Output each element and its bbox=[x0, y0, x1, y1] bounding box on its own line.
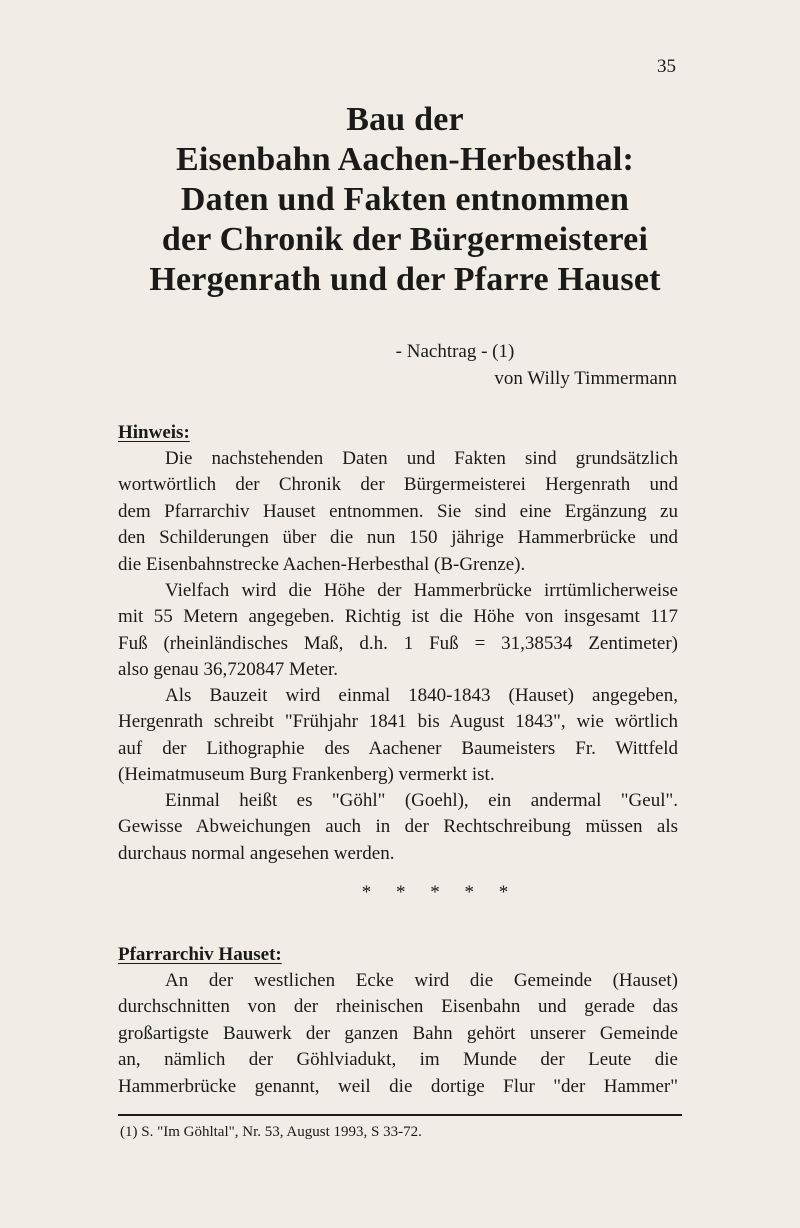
nachtrag-label: - Nachtrag - (1) bbox=[395, 341, 515, 362]
text-line: den Schilderungen über die nun 150 jährige Hammerbrücke und bbox=[118, 527, 678, 549]
author-byline: von Willy Timmermann bbox=[494, 368, 677, 389]
text-line: dem Pfarrarchiv Hauset entnommen. Sie sind eine Ergänzung zu bbox=[118, 500, 678, 522]
hinweis-paragraph-3 bbox=[118, 683, 678, 789]
text-line: Die nachstehenden Daten und Fakten sind grundsätzlich bbox=[165, 448, 678, 469]
text-line: die Eisenbahnstrecke Aachen-Herbesthal (B-Grenze). bbox=[118, 553, 526, 575]
text-line: durchschnitten von der rheinischen Eisenbahn und gerade das bbox=[118, 996, 678, 1018]
title-line: Hergenrath und der Pfarre Hauset bbox=[149, 261, 661, 298]
text-line: durchaus normal angesehen werden. bbox=[118, 842, 395, 864]
text-line: An der westlichen Ecke wird die Gemeinde (Hauset) bbox=[165, 970, 678, 991]
footnote: (1) S. "Im Göhltal", Nr. 53, August 1993, S 33-72. bbox=[120, 1124, 422, 1140]
title-line: Eisenbahn Aachen-Herbesthal: bbox=[175, 141, 635, 178]
text-line: Hammerbrücke genannt, weil die dortige Flur "der Hammer" bbox=[118, 1075, 678, 1097]
text-line: Hergenrath schreibt "Frühjahr 1841 bis August 1843", wie wörtlich bbox=[118, 711, 678, 733]
title-line: Daten und Fakten entnommen bbox=[180, 181, 630, 218]
text-line: (Heimatmuseum Burg Frankenberg) vermerkt ist. bbox=[118, 764, 495, 786]
title-line: der Chronik der Bürgermeisterei bbox=[161, 221, 649, 258]
hinweis-paragraph-2 bbox=[118, 578, 678, 684]
hinweis-heading: Hinweis: bbox=[118, 422, 190, 443]
text-line: auf der Lithographie des Aachener Baumeisters Fr. Wittfeld bbox=[118, 737, 678, 759]
hinweis-paragraph-4 bbox=[118, 788, 678, 867]
text-line: Als Bauzeit wird einmal 1840-1843 (Hauset) angegeben, bbox=[165, 685, 678, 706]
text-line: großartigste Bauwerk der ganzen Bahn gehört unserer Gemeinde bbox=[118, 1022, 678, 1044]
pfarrarchiv-heading: Pfarrarchiv Hauset: bbox=[118, 944, 282, 965]
text-line: Einmal heißt es "Göhl" (Goehl), ein andermal "Geul". bbox=[165, 790, 678, 811]
hinweis-paragraph-1 bbox=[118, 446, 678, 578]
page-number: 35 bbox=[657, 56, 676, 77]
text-line: Fuß (rheinländisches Maß, d.h. 1 Fuß = 31,38534 Zentimeter) bbox=[118, 632, 678, 654]
footnote-rule bbox=[118, 1114, 682, 1116]
title-line: Bau der bbox=[346, 101, 464, 138]
text-line: wortwörtlich der Chronik der Bürgermeisterei Hergenrath und bbox=[118, 474, 678, 496]
text-line: mit 55 Metern angegeben. Richtig ist die Höhe von insgesamt 117 bbox=[118, 606, 678, 628]
text-line: Vielfach wird die Höhe der Hammerbrücke irrtümlicherweise bbox=[165, 580, 678, 601]
text-line: also genau 36,720847 Meter. bbox=[118, 659, 339, 681]
pfarrarchiv-paragraph-1 bbox=[118, 968, 678, 1100]
page-title bbox=[110, 100, 700, 300]
section-divider-stars: * * * * * bbox=[361, 882, 519, 903]
text-line: Gewisse Abweichungen auch in der Rechtschreibung müssen als bbox=[118, 816, 678, 838]
text-line: an, nämlich der Göhlviadukt, im Munde der Leute die bbox=[118, 1049, 678, 1071]
